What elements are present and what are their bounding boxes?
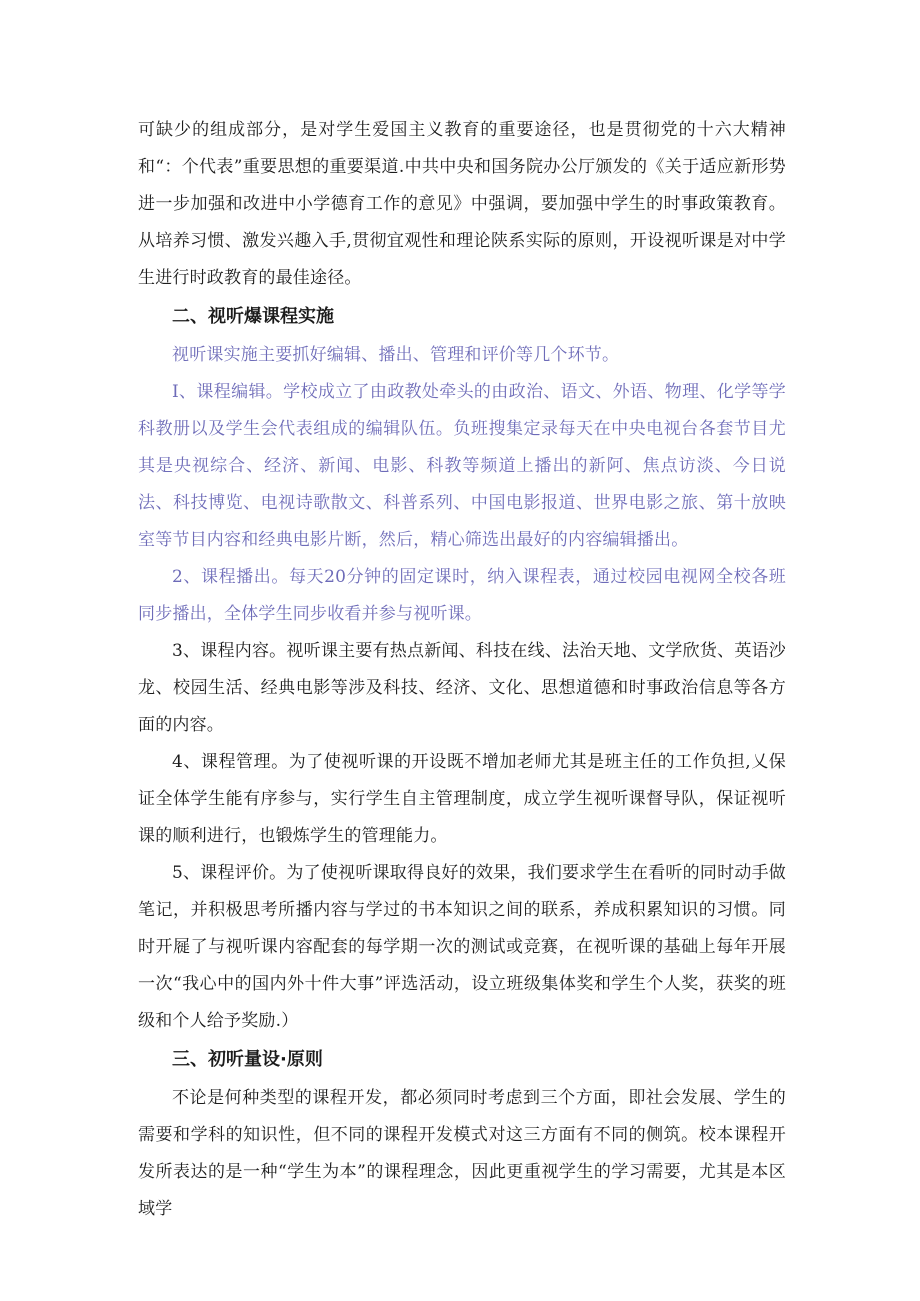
document-page [138, 112, 786, 1228]
paragraph-course-editing: I、课程编辑。学校成立了由政教处牵头的由政治、语文、外语、物理、化学等学科教册以及学生会代表组成的编辑队伍。负班搜集定录每天在中央电视台各套节目尤其是央视综合、经济、新闻、电影、科教等频道上播出的新阿、焦点访淡、今日说法、科技博览、电视诗歌散文、科普系列、中国电影报道、世界电影之旅、第十放映室等节目内容和经典电影片断，然后，精心筛选出最好的内容编辑播出。 [138, 382, 786, 550]
paragraph-implementation-summary: 视听课实施主要抓好编辑、播出、管理和评价等几个环节。 [172, 345, 620, 365]
paragraph-course-content: 3、课程内容。视听课主要有热点新闻、科技在线、法治天地、文学欣货、英语沙龙、校园生活、经典电影等涉及科技、经济、文化、思想道德和时事政治信息等各方面的内容。 [138, 641, 786, 735]
paragraph-intro: 可缺少的组成部分，是对学生爱国主义教育的重要途径，也是贯彻党的十六大精神和“：个代表”重要思想的重要渠道.中共中央和国务院办公厅颁发的《关于适应新形势进一步加强和改进中小学德育工作的意见》中强调，要加强中学生的时事政策教育。从培养习惯、激发兴趣入手,贯彻宜观性和理论陕系实际的原则，开设视听课是对中学生进行时政教育的最佳途径。 [138, 120, 786, 288]
paragraph-principles: 不论是何种类型的课程开发，都必须同时考虑到三个方面，即社会发展、学生的需要和学科的知识性，但不同的课程开发模式对这三方面有不同的侧筑。校本课程开发所表达的是一种“学生为本”的课程理念，因此更重视学生的学习需要，尤其是本区域学 [138, 1088, 786, 1219]
paragraph-course-broadcast: 2、课程播出。每天20分钟的固定课时，纳入课程表，通过校园电视网全校各班同步播出，全体学生同步收看并参与视听课。 [138, 567, 786, 624]
paragraph-course-evaluation: 5、课程评价。为了使视听课取得良好的效果，我们要求学生在看听的同时动手做笔记，并积极思考所播内容与学过的书本知识之间的联系，养成积累知识的习惯。同时开屣了与视听课内容配套的每学期一次的测试或竞赛，在视听课的基础上每年开展一次“我心中的国内外十件大事”评选活动，设立班级集体奖和学生个人奖，获奖的班级和个人给予奖励.） [138, 863, 786, 1031]
paragraph-course-management: 4、课程管理。为了使视听课的开设既不增加老师尤其是班主任的工作负担,乂保证全体学生能有序参与，实行学生自主管理制度，成立学生视听课督导队，保证视听课的顺利进行，也锻炼学生的管理能力。 [138, 752, 786, 846]
section-heading-2: 二、视听爆课程实施 [172, 306, 334, 327]
section-heading-3: 三、初听量设·原则 [172, 1049, 323, 1070]
